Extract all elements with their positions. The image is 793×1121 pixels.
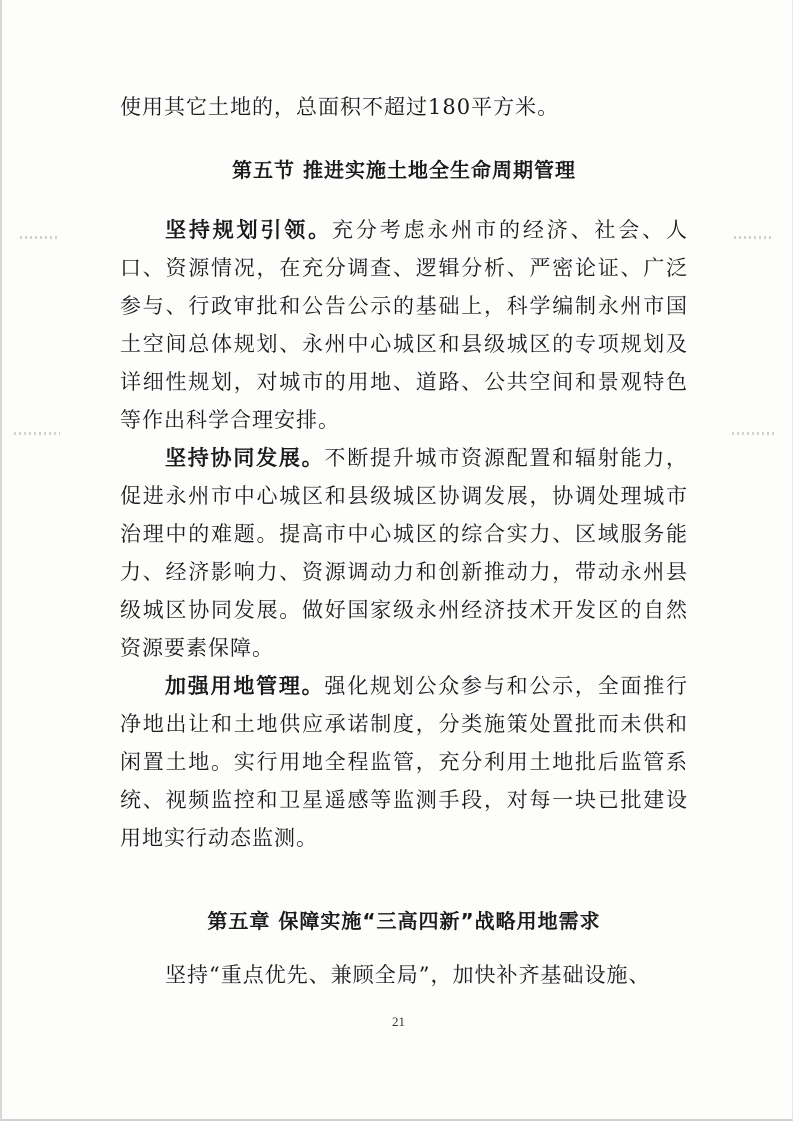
closing-text — [120, 956, 688, 994]
scan-speck — [732, 432, 776, 435]
scan-speck — [734, 236, 774, 239]
page-number: 21 — [392, 1014, 405, 1029]
section-heading: 第五节 推进实施土地全生命周期管理 — [232, 158, 576, 182]
chapter-heading: 第五章 保障实施“三高四新”战略用地需求 — [207, 909, 601, 933]
paragraph-lead: 坚持规划引领。 — [165, 218, 332, 242]
paragraph-lead: 坚持协同发展。 — [165, 446, 325, 470]
paragraph-body: 不断提升城市资源配置和辐射能力，促进永州市中心城区和县级城区协调发展，协调处理城市治理中的难题。提高市中心城区的综合实力、区域服务能力、经济影响力、资源调动力和创新推动力，带动永州县级城区协同发展。做好国家级永州经济技术开发区的自然资源要素保障。 — [120, 446, 689, 660]
paragraph-body: 强化规划公众参与和公示，全面推行净地出让和土地供应承诺制度，分类施策处置批而未供和闲置土地。实行用地全程监管，充分利用土地批后监管系统、视频监控和卫星遥感等监测手段，对每一块已批建设用地实行动态监测。 — [120, 674, 689, 850]
paragraph-coordination — [120, 439, 688, 667]
continuation-line: 使用其它土地的，总面积不超过180平方米。 — [120, 95, 560, 119]
paragraph-body: 充分考虑永州市的经济、社会、人口、资源情况，在充分调查、逻辑分析、严密论证、广泛参与、行政审批和公告公示的基础上，科学编制永州市国土空间总体规划、永州中心城区和县级城区的专项规划及详细性规划，对城市的用地、道路、公共空间和景观特色等作出科学合理安排。 — [120, 218, 688, 432]
closing-line: 坚持“重点优先、兼顾全局”，加快补齐基础设施、 — [165, 963, 651, 987]
body-text — [120, 211, 688, 857]
scan-speck — [14, 432, 60, 435]
paragraph-planning — [120, 211, 688, 439]
paragraph-land-management — [120, 667, 688, 857]
scan-speck — [20, 236, 60, 239]
paragraph-lead: 加强用地管理。 — [165, 674, 325, 698]
